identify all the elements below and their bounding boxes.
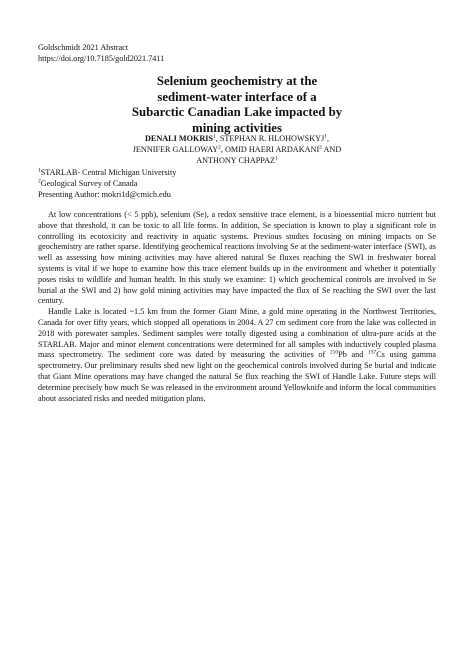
author-name: ANTHONY CHAPPAZ [196,156,276,165]
title-line: Selenium geochemistry at the [156,74,318,88]
affiliation-item: $^2$Geological Survey of Canada [38,178,138,188]
body-paragraph: Handle Lake is located ~1.5 km from the former Giant Mine, a gold mine operating in the Northwest Territories, Canada for over fifty years, which stopped all operations in 2004. A 27 cm sediment core from the lake was collected in 2018 with porewater samples. Sediment samples were totally digested using a combination of ultra-pure acids at the STARLAB. Major and minor element concentrations were determined for all samples with inductively coupled plasma mass spectrometry. The sediment core was dated by measuring the activities of $^{210}$Pb and $^{137}$Cs using gamma spectrometry. Our preliminary results shed new light on the geochemical controls involved during Se burial and indicate that Giant Mine operations may have changed the natural Se flux reaching the SWI of Handle Lake. Future steps will determine precisely how much Se was released in the environment around Yellowknife and inform the local communities about associated risks and needed mitigation plans. [38,307,437,403]
abstract-body [38,210,436,404]
presenting-author-line: Presenting Author: mokri1d@cmich.edu [38,189,171,199]
title-line: sediment-water interface of a [157,89,317,104]
author-list: DENALI MOKRIS$^1$, STEPHAN R. HLOHOWSKYJ$^1$, JENNIFER GALLOWAY$^2$, OMID HAERI ARDAKANI$^2$ AND ANTHONY CHAPPAZ$^1$ [132,133,342,165]
author-sup: 1 [275,155,278,162]
affiliation-item: $^1$STARLAB- Central Michigan University [38,167,177,177]
isotope-sup: 210 [329,349,339,356]
author-name: STEPHAN R. HLOHOWSKYJ [219,134,325,143]
title-line: Subarctic Canadian Lake impacted by [131,105,343,120]
presenting-author-name: DENALI MOKRIS [144,134,213,143]
author-sup: 2 [319,144,322,151]
title-line: mining activities [192,120,282,135]
author-sup: 1 [324,133,327,140]
conference-label: Goldschmidt 2021 Abstract [38,43,129,52]
doi-link[interactable]: https://doi.org/10.7185/gold2021.7411 [38,54,165,63]
affiliations [38,168,436,200]
author-name: JENNIFER GALLOWAY [132,145,219,154]
isotope-sup: 137 [367,349,377,356]
author-name: OMID HAERI ARDAKANI [225,145,320,154]
author-sup: 2 [218,144,221,151]
author-sup: 1 [212,133,216,140]
body-paragraph: At low concentrations (< 5 ppb), selenium (Se), a redox sensitive trace element, is a bioessential micro nutrient but above that threshold, it can be toxic to all life forms. In addition, Se speciation is known to play a significant role in controlling its ecotoxicity and reactivity in aquatic systems. Previous studies focusing on mining impacts on Se geochemistry are rather sparse. Identifying geochemical reactions involving Se at the sediment-water interface (SWI), as well as assessing how mining activities may have altered natural Se fluxes reaching the SWI in freshwater boreal systems is vital if we hope to examine how this trace element builds up in the environment and whether it potentially poses risks to wildlife and human health. In this study we examine: 1) which geochemical controls are involved in Se burial at the SWI and 2) how gold mining activities may have impacted the flux of Se reaching the SWI over the last century. [38,210,436,306]
abstract-title [38,74,436,136]
header-meta [38,42,164,64]
